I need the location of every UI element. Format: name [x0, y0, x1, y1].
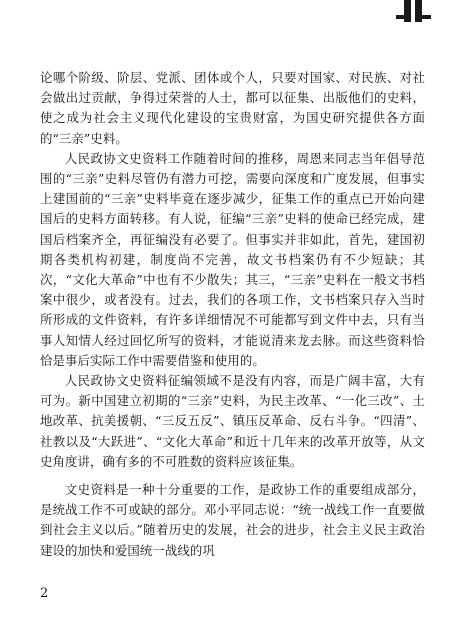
paragraph: 论哪个阶级、阶层、党派、团体或个人，只要对国家、对民族、对社会做出过贡献，争得过荣誉的人士，都可以征集、出版他们的史料，使之成为社会主义现代化建设的宝贵财富，为国史研究提供各方面的“三亲”史料。 — [40, 70, 425, 146]
scan-edge-tick — [396, 15, 404, 19]
scan-edge-bar — [404, 0, 411, 22]
paragraph: 文史资料是一种十分重要的工作，是政协工作的重要组成部分，是统战工作不可或缺的部分。邓小平同志说：“统一战线工作一直要做到社会主义以后。”随着历史的发展，社会的进步，社会主义民主政治建设的加快和爱国统一战线的巩 — [40, 482, 425, 558]
scan-edge-bar — [415, 0, 422, 22]
scan-edge-mark — [374, 0, 432, 26]
paragraph: 人民政协文史资料征编领域不是没有内容，而是广阔丰富，大有可为。新中国建立初期的“三亲”史料，为民主改革、“一化三改”、土地改革、抗美援朝、“三反五反”、镇压反革命、反右斗争。“四清”、社教以及“大跃进”、“文化大革命”和近十几年来的改革开放等，从文史角度讲，确有多的不可胜数的资料应该征集。 — [40, 373, 425, 469]
page-number: 2 — [40, 586, 49, 601]
body-text — [40, 68, 425, 561]
scan-edge-tick — [422, 15, 431, 19]
paragraph: 人民政协文史资料工作随着时间的推移，周恩来同志当年倡导范围的“三亲”史料尽管仍有潜力可挖，需要向深度和广度发展，但事实上建国前的“三亲”史料毕竟在逐步减少，征集工作的重点已开始向建国后的史料方面转移。有人说，征编“三亲”史料的使命已经完成，建国后档案齐全，再征编没有必要了。但事实并非如此，首先，建国初期各类机构初建，制度尚不完善，故文书档案仍有不少短缺；其次，“文化大革命”中也有不少散失；其三，“三亲”史料在一般文书档案中很少，或者没有。过去，我们的各项工作，文书档案只存入当时所形成的文件资料，有许多详细情况不可能都写到文件中去，只有当事人知情人经过回忆所写的资料，才能说清来龙去脉。而这些资料恰恰是事后实际工作中需要借鉴和使用的。 — [40, 150, 425, 368]
